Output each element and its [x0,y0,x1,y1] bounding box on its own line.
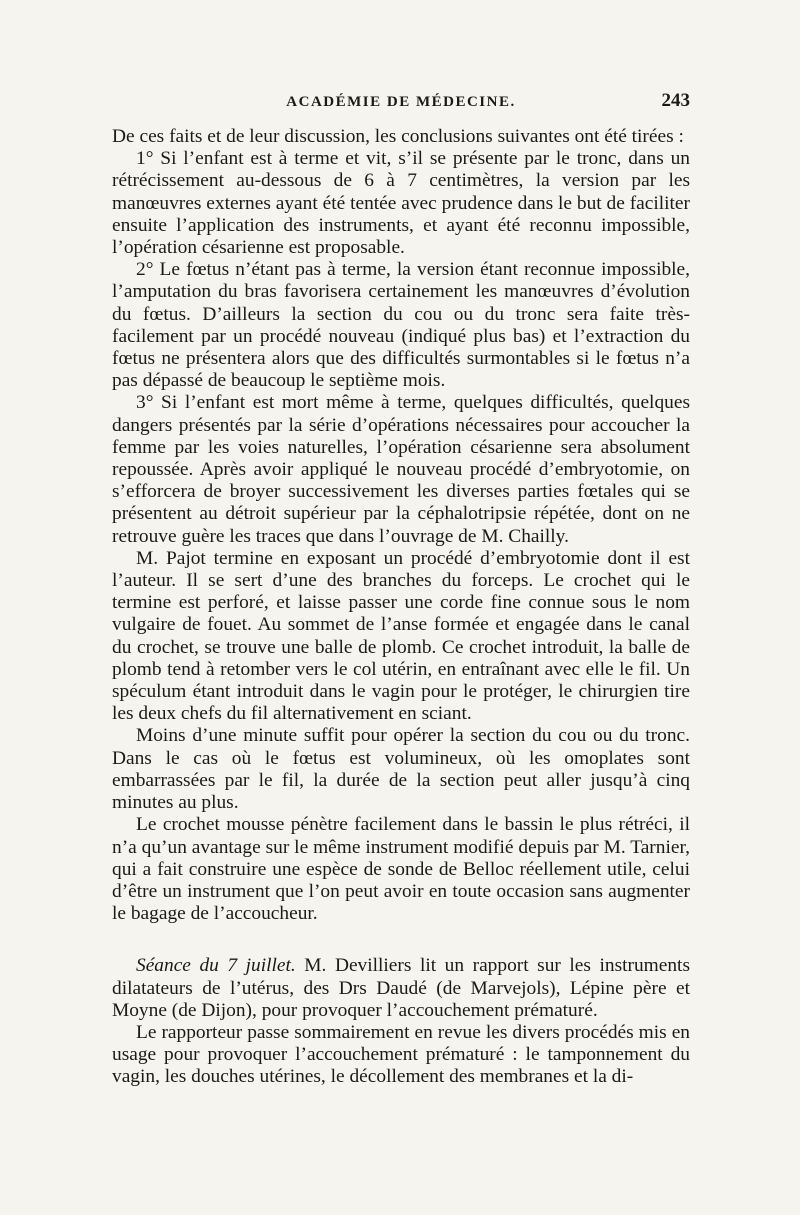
section-gap [112,925,690,955]
paragraph: Le rapporteur passe sommairement en revue les divers procédés mis en usage pour provoquer l’accouchement prématuré : le tamponnement du vagin, les douches utérines, le décollement des membranes et la di- [112,1021,690,1088]
paragraph: De ces faits et de leur discussion, les conclusions suivantes ont été tirées : [112,126,684,147]
paragraph: M. Pajot termine en exposant un procédé d’embryotomie dont il est l’auteur. Il se sert d’une des branches du forceps. Le crochet qui le termine est perforé, et laisse passer une corde fine connue sous le nom vulgaire de fouet. Au sommet de l’anse formée et engagée dans le canal du crochet, se trouve une balle de plomb. Ce crochet introduit, la balle de plomb tend à retomber vers le col utérin, en entraînant avec elle le fil. Un spéculum étant introduit dans le vagin pour le protéger, le chirurgien tire les deux chefs du fil alternativement en sciant. [112,547,690,725]
paragraph: 2° Le fœtus n’étant pas à terme, la version étant reconnue impossible, l’amputation du bras favorisera certainement les manœuvres d’évolution du fœtus. D’ailleurs la section du cou ou du tronc sera faite très-facilement par un procédé nouveau (indiqué plus bas) et l’extraction du fœtus ne présentera alors que des difficultés surmontables si le fœtus n’a pas dépassé de beaucoup le septième mois. [112,259,690,392]
seance-date: Séance du 7 juillet. [136,955,296,977]
page-header [112,90,690,126]
running-head: ACADÉMIE DE MÉDECINE. [286,94,516,110]
paragraph: Moins d’une minute suffit pour opérer la section du cou ou du tronc. Dans le cas où le fœtus est volumineux, où les omoplates sont embarrassées par le fil, la durée de la section peut aller jusqu’à cinq minutes au plus. [112,725,690,814]
paragraph: 3° Si l’enfant est mort même à terme, quelques difficultés, quelques dangers présentés par la série d’opérations nécessaires pour accoucher la femme par les voies naturelles, l’opération césarienne sera absolument repoussée. Après avoir appliqué le nouveau procédé d’embryotomie, on s’efforcera de broyer successivement les diverses parties fœtales qui se présentent au détroit supérieur par la céphalotripsie répétée, dont on ne retrouve guère les traces que dans l’ouvrage de M. Chailly. [112,392,690,547]
paragraph: Le crochet mousse pénètre facilement dans le bassin le plus rétréci, il n’a qu’un avantage sur le même instrument modifié depuis par M. Tarnier, qui a fait construire une espèce de sonde de Belloc réellement utile, celui d’être un instrument que l’on peut avoir en toute occasion sans augmenter le bagage de l’accoucheur. [112,814,690,925]
paragraph: 1° Si l’enfant est à terme et vit, s’il se présente par le tronc, dans un rétrécissement au-dessous de 6 à 7 centimètres, la version par les manœuvres externes ayant été tentée avec prudence dans le but de faciliter ensuite l’application des instruments, et ayant été reconnu impossible, l’opération césarienne est proposable. [112,148,690,259]
page-number: 243 [661,90,690,111]
seance-paragraph [112,955,690,1022]
body-text [112,126,690,1089]
seance-text: M. Devilliers lit un rapport sur les instruments dilatateurs de l’utérus, des Drs Daudé (de Marvejols), Lépine père et Moyne (de Dijon), pour provoquer l’accouchement prématuré. [112,955,690,1021]
